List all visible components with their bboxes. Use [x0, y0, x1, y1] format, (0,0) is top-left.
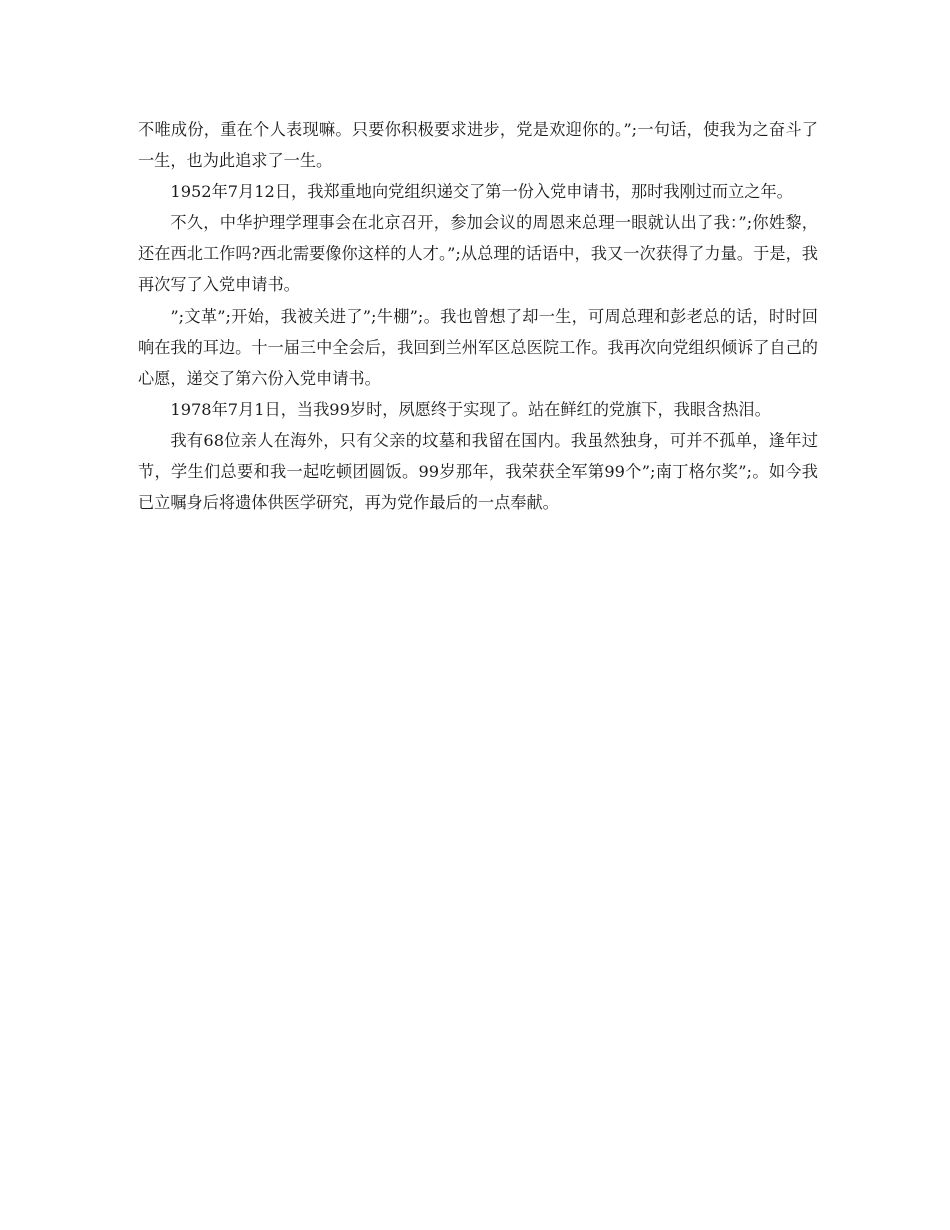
- paragraph-1978-joined: 1978年7月1日，当我99岁时，夙愿终于实现了。站在鲜红的党旗下，我眼含热泪。: [170, 399, 771, 419]
- paragraph-zhou-enlai: 不久，中华护理学理事会在北京召开，参加会议的周恩来总理一眼就认出了我：”;你姓黎，还在西北工作吗?西北需要像你这样的人才。”;从总理的话语中，我又一次获得了力量。于是，我再次写了入党申请书。: [138, 213, 818, 295]
- document-body: [138, 114, 818, 518]
- paragraph-1952-application: 1952年7月12日，我郑重地向党组织递交了第一份入党申请书，那时我刚过而立之年。: [170, 182, 793, 202]
- paragraph-continued: 不唯成份，重在个人表现嘛。只要你积极要求进步，党是欢迎你的。”;一句话，使我为之奋斗了一生，也为此追求了一生。: [138, 120, 818, 171]
- paragraph-cultural-revolution: ”;文革”;开始，我被关进了”;牛棚”;。我也曾想了却一生，可周总理和彭老总的话，时时回响在我的耳边。十一届三中全会后，我回到兰州军区总医院工作。我再次向党组织倾诉了自己的心愿，递交了第六份入党申请书。: [138, 306, 818, 388]
- paragraph-family-and-award: 我有68位亲人在海外，只有父亲的坟墓和我留在国内。我虽然独身，可并不孤单，逢年过节，学生们总要和我一起吃顿团圆饭。99岁那年，我荣获全军第99个”;南丁格尔奖”;。如今我已立嘱身后将遗体供医学研究，再为党作最后的一点奉献。: [138, 430, 818, 513]
